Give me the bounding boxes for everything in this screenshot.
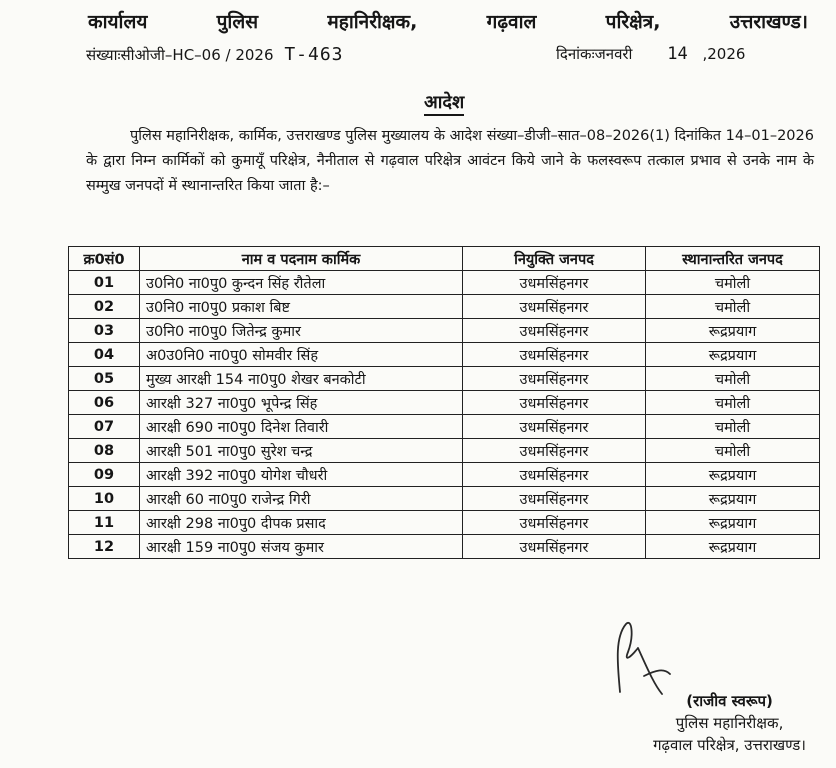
cell-posting: उधमसिंहनगर: [463, 343, 646, 367]
cell-transfer: रूद्रप्रयाग: [646, 511, 820, 535]
cell-name: अ0उ0नि0 ना0पु0 सोमवीर सिंह: [140, 343, 463, 367]
cell-serial: 09: [69, 463, 140, 487]
header-word: उत्तराखण्ड।: [729, 11, 808, 33]
order-date: [556, 44, 745, 64]
cell-serial: 07: [69, 415, 140, 439]
signatory-office: गढ़वाल परिक्षेत्र, उत्तराखण्ड।: [653, 736, 806, 754]
header-word: परिक्षेत्र,: [605, 11, 661, 33]
cell-serial: 02: [69, 295, 140, 319]
cell-posting: उधमसिंहनगर: [463, 535, 646, 559]
cell-transfer: रूद्रप्रयाग: [646, 463, 820, 487]
cell-posting: उधमसिंहनगर: [463, 367, 646, 391]
cell-serial: 03: [69, 319, 140, 343]
cell-transfer: चमोली: [646, 295, 820, 319]
cell-name: मुख्य आरक्षी 154 ना0पु0 शेखर बनकोटी: [140, 367, 463, 391]
office-header: [88, 8, 808, 34]
header-word: कार्यालय: [88, 11, 148, 33]
cell-transfer: चमोली: [646, 415, 820, 439]
cell-posting: उधमसिंहनगर: [463, 295, 646, 319]
table-header-row: [69, 247, 820, 271]
cell-name: आरक्षी 392 ना0पु0 योगेश चौधरी: [140, 463, 463, 487]
cell-name: आरक्षी 690 ना0पु0 दिनेश तिवारी: [140, 415, 463, 439]
col-header-transfer: स्थानान्तरित जनपद: [646, 247, 820, 271]
cell-posting: उधमसिंहनगर: [463, 511, 646, 535]
table-row: [69, 511, 820, 535]
cell-transfer: रूद्रप्रयाग: [646, 343, 820, 367]
cell-transfer: चमोली: [646, 391, 820, 415]
date-day: 14: [667, 44, 688, 64]
table-row: [69, 535, 820, 559]
date-year: ,2026: [702, 45, 746, 63]
cell-name: उ0नि0 ना0पु0 कुन्दन सिंह रौतेला: [140, 271, 463, 295]
table-row: [69, 271, 820, 295]
cell-posting: उधमसिंहनगर: [463, 415, 646, 439]
cell-posting: उधमसिंहनगर: [463, 271, 646, 295]
cell-posting: उधमसिंहनगर: [463, 439, 646, 463]
table-row: [69, 391, 820, 415]
cell-posting: उधमसिंहनगर: [463, 391, 646, 415]
cell-transfer: रूद्रप्रयाग: [646, 535, 820, 559]
order-title: आदेश: [424, 92, 464, 116]
cell-transfer: चमोली: [646, 271, 820, 295]
cell-serial: 04: [69, 343, 140, 367]
cell-name: आरक्षी 298 ना0पु0 दीपक प्रसाद: [140, 511, 463, 535]
cell-serial: 01: [69, 271, 140, 295]
table-body: [69, 271, 820, 559]
signature-block: [653, 690, 806, 756]
cell-serial: 10: [69, 487, 140, 511]
signatory-designation: पुलिस महानिरीक्षक,: [675, 714, 784, 732]
cell-name: आरक्षी 60 ना0पु0 राजेन्द्र गिरी: [140, 487, 463, 511]
cell-name: आरक्षी 501 ना0पु0 सुरेश चन्द्र: [140, 439, 463, 463]
table-row: [69, 415, 820, 439]
cell-serial: 11: [69, 511, 140, 535]
transfer-table: [68, 246, 820, 559]
date-label: दिनांकःजनवरी: [556, 45, 633, 63]
cell-posting: उधमसिंहनगर: [463, 463, 646, 487]
cell-name: आरक्षी 327 ना0पु0 भूपेन्द्र सिंह: [140, 391, 463, 415]
table-row: [69, 487, 820, 511]
table-row: [69, 439, 820, 463]
cell-name: आरक्षी 159 ना0पु0 संजय कुमार: [140, 535, 463, 559]
reference-suffix: T-463: [284, 44, 344, 65]
cell-serial: 08: [69, 439, 140, 463]
cell-name: उ0नि0 ना0पु0 प्रकाश बिष्ट: [140, 295, 463, 319]
col-header-sn: क्र0सं0: [69, 247, 140, 271]
table-row: [69, 319, 820, 343]
cell-serial: 12: [69, 535, 140, 559]
cell-transfer: रूद्रप्रयाग: [646, 319, 820, 343]
header-word: गढ़वाल: [486, 11, 537, 33]
cell-name: उ0नि0 ना0पु0 जितेन्द्र कुमार: [140, 319, 463, 343]
signatory-name: (राजीव स्वरूप): [686, 692, 773, 710]
cell-posting: उधमसिंहनगर: [463, 487, 646, 511]
reference-number-text: संख्याःसीओजी–HC–06 / 2026: [86, 46, 274, 64]
table-row: [69, 367, 820, 391]
table-row: [69, 295, 820, 319]
reference-number: [86, 44, 344, 65]
cell-posting: उधमसिंहनगर: [463, 319, 646, 343]
table-row: [69, 463, 820, 487]
signature-scribble: [604, 618, 744, 698]
col-header-name: नाम व पदनाम कार्मिक: [140, 247, 463, 271]
order-body: पुलिस महानिरीक्षक, कार्मिक, उत्तराखण्ड पुलिस मुख्यालय के आदेश संख्या–डीजी–सात–08–2026(1) दिनांकित 14–01–2026 के द्वारा निम्न कार्मिकों को कुमायूँ परिक्षेत्र, नैनीताल से गढ़वाल परिक्षेत्र आवंटन किये जाने के फलस्वरूप तत्काल प्रभाव से उनके नाम के सम्मुख जनपदों में स्थानान्तरित किया जाता है:–: [86, 128, 814, 194]
cell-transfer: चमोली: [646, 439, 820, 463]
cell-transfer: चमोली: [646, 367, 820, 391]
col-header-posting: नियुक्ति जनपद: [463, 247, 646, 271]
table-row: [69, 343, 820, 367]
cell-transfer: रूद्रप्रयाग: [646, 487, 820, 511]
cell-serial: 05: [69, 367, 140, 391]
cell-serial: 06: [69, 391, 140, 415]
header-word: पुलिस: [216, 11, 259, 33]
header-word: महानिरीक्षक,: [327, 11, 418, 33]
